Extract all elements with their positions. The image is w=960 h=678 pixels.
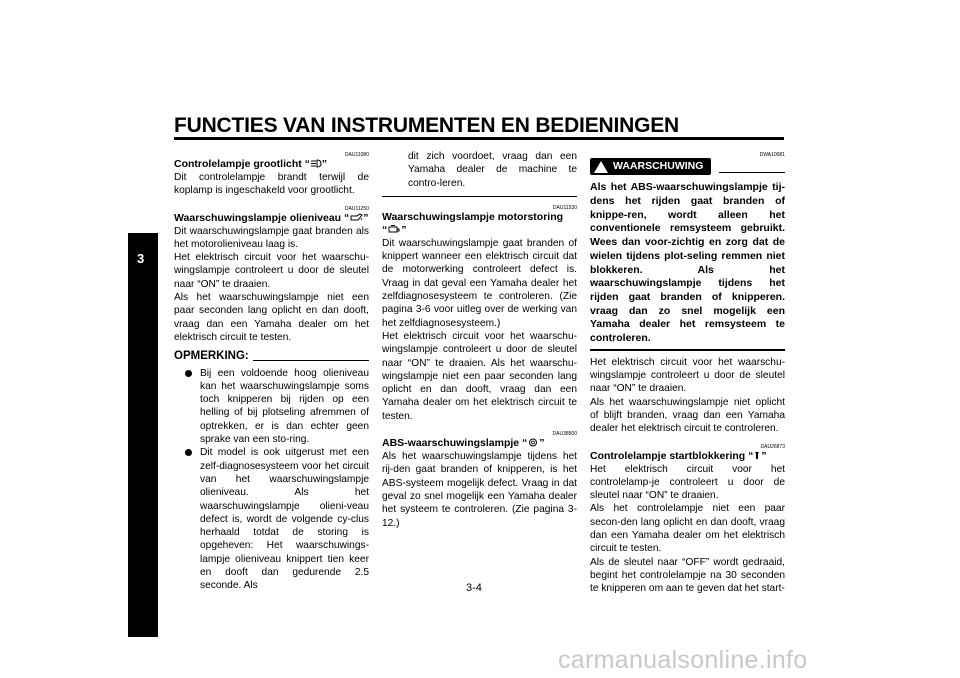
section-title-high-beam bbox=[174, 158, 369, 171]
paragraph: Het elektrisch circuit voor het waarschu-wingslampje controleert u door de sleutel naar “ON” te draaien. bbox=[174, 252, 369, 290]
section-title-immobilizer bbox=[590, 450, 785, 463]
note-list bbox=[174, 367, 369, 593]
paragraph: Het elektrisch circuit voor het controlelamp-je controleert u door de sleutel naar “ON” te draaien. bbox=[590, 463, 785, 502]
section-title-abs bbox=[382, 437, 577, 450]
paragraph: Dit controlelampje brandt terwijl de koplamp is ingeschakeld voor grootlicht. bbox=[174, 172, 369, 197]
list-item-text: Dit model is ook uitgerust met een zelf-diagnosesysteem voor het circuit van het waarschuwingslampje olieniveau. Als het waarschuwingslampje olieni-veau defect is, wordt de volgende cy-clus herhaald totdat de storing is opgeheven: Het waarschuwings-lampje olieniveau knippert tien keer en dooft dan gedurende 2.5 seconde. Als bbox=[200, 447, 369, 592]
section-title-end: ” bbox=[363, 211, 369, 224]
abs-icon bbox=[527, 438, 539, 447]
divider bbox=[382, 196, 577, 197]
warning-triangle-icon bbox=[594, 161, 608, 173]
section-code: DAU11530 bbox=[552, 204, 577, 211]
warning-label: WAARSCHUWING bbox=[613, 160, 704, 172]
section-title-end: ” bbox=[539, 437, 545, 450]
section-title-oil-level bbox=[174, 212, 369, 225]
paragraph: Als het waarschuwingslampje tijdens het rij-den gaat branden of knipperen, is het ABS-systeem mogelijk defect. Vraag in dat geval zo snel mogelijk een Yamaha dealer het systeem te controleren. (Zie pagina 3-12.) bbox=[382, 451, 577, 529]
bullet-icon bbox=[185, 370, 192, 377]
section-title-end: ” bbox=[321, 158, 328, 170]
note-label: OPMERKING: bbox=[174, 350, 249, 363]
oil-can-icon bbox=[349, 213, 363, 222]
chapter-tab bbox=[128, 233, 158, 637]
section-title-text: Controlelampje startblokkering “ bbox=[590, 449, 754, 462]
paragraph: Als het waarschuwingslampje niet oplicht of blijft branden, vraag dan een Yamaha dealer het elektrisch circuit te controleren. bbox=[590, 396, 785, 435]
paragraph: Het elektrisch circuit voor het waarschu-wingslampje controleert u door de sleutel naar “ON” te draaien. bbox=[590, 356, 785, 395]
warning-text: Als het ABS-waarschuwingslampje tij-dens het rijden gaat branden of knippe-ren, wordt alleen het conventionele remsysteem gebruikt. Wees dan voor-zichtig en zorg dat de wielen tijdens plot-seling remmen niet blokkeren. Als het waarschuwingslampje tijdens het rijden gaat branden of knipperen. vraag dan zo snel mogelijk een Yamaha dealer het remsysteem te controleren. bbox=[590, 181, 785, 345]
column-2 bbox=[382, 150, 577, 530]
warning-heading bbox=[590, 158, 785, 175]
bullet-icon bbox=[185, 449, 192, 456]
section-code: DAU38500 bbox=[552, 431, 577, 438]
note-rule bbox=[253, 353, 369, 361]
watermark: carmanualsonline.info bbox=[558, 646, 808, 674]
note-heading bbox=[174, 350, 369, 363]
section-title-text: ABS-waarschuwingslampje “ bbox=[382, 437, 528, 450]
warning-badge bbox=[590, 158, 711, 175]
section-title-end: ” bbox=[761, 449, 767, 462]
section-title-quote: “ bbox=[382, 223, 388, 236]
column-3 bbox=[590, 150, 785, 595]
list-item-text: Bij een voldoende hoog olieniveau kan het waarschuwingslampje soms toch knipperen bij rijden op een helling of bij plotseling afremmen of optrekken, er is dan echter geen sprake van een sto-ring. bbox=[200, 367, 369, 446]
chapter-number: 3 bbox=[137, 251, 145, 266]
section-code: DAU11250 bbox=[344, 205, 369, 212]
section-title-engine-trouble bbox=[382, 211, 577, 237]
paragraph-continued: dit zich voordoet, vraag dan een Yamaha dealer de machine te contro-leren. bbox=[408, 151, 577, 189]
page-title: FUNCTIES VAN INSTRUMENTEN EN BEDIENINGEN bbox=[174, 114, 679, 137]
list-item bbox=[174, 446, 369, 592]
paragraph: Als de sleutel naar “OFF” wordt gedraaid, begint het controlelampje na 30 seconden te knipperen om aan te geven dat het start- bbox=[590, 556, 785, 595]
list-item bbox=[174, 367, 369, 447]
high-beam-icon bbox=[310, 159, 322, 168]
section-title-text: Controlelampje grootlicht “ bbox=[174, 158, 310, 170]
section-code: DAU11080 bbox=[344, 152, 369, 158]
header-rule bbox=[174, 137, 784, 140]
page-number: 3-4 bbox=[466, 582, 482, 594]
warning-code: DWA10081 bbox=[759, 152, 785, 158]
paragraph: Als het controlelampje niet een paar secon-den lang oplicht en dan dooft, vraag dan een Yamaha dealer om het elektrisch circuit te testen. bbox=[590, 503, 785, 555]
paragraph: Dit waarschuwingslampje gaat branden als het motorolieniveau laag is. bbox=[174, 225, 369, 250]
warning-rule bbox=[719, 160, 785, 173]
paragraph: Als het waarschuwingslampje niet een paar seconden lang oplicht en dan dooft, vraag dan een Yamaha dealer om het elektrisch circuit te testen. bbox=[174, 292, 369, 343]
section-title-text: Waarschuwingslampje olieniveau “ bbox=[174, 211, 350, 224]
section-code: DAU26873 bbox=[760, 443, 785, 450]
warning-end-rule bbox=[590, 349, 785, 351]
section-title-end: ” bbox=[401, 223, 407, 236]
engine-icon bbox=[387, 225, 401, 234]
paragraph: Dit waarschuwingslampje gaat branden of knippert wanneer een elektrisch circuit dat de motorwerking controleert defect is. Vraag in dat geval een Yamaha dealer het zelfdiagnosesysteem te controleren. (Zie pagina 3-6 voor uitleg over de werking van het zelfdiagnosesysteem.) bbox=[382, 237, 577, 329]
section-title-text: Waarschuwingslampje motorstoring bbox=[382, 210, 564, 223]
column-1 bbox=[174, 150, 369, 593]
paragraph: Het elektrisch circuit voor het waarschu-wingslampje controleert u door de sleutel naar “ON” te draaien. Als het waarschu-wingslampje niet een paar seconden lang oplicht en dan dooft, vraag dan een Yamaha dealer om het elektrisch circuit te testen. bbox=[382, 330, 577, 422]
